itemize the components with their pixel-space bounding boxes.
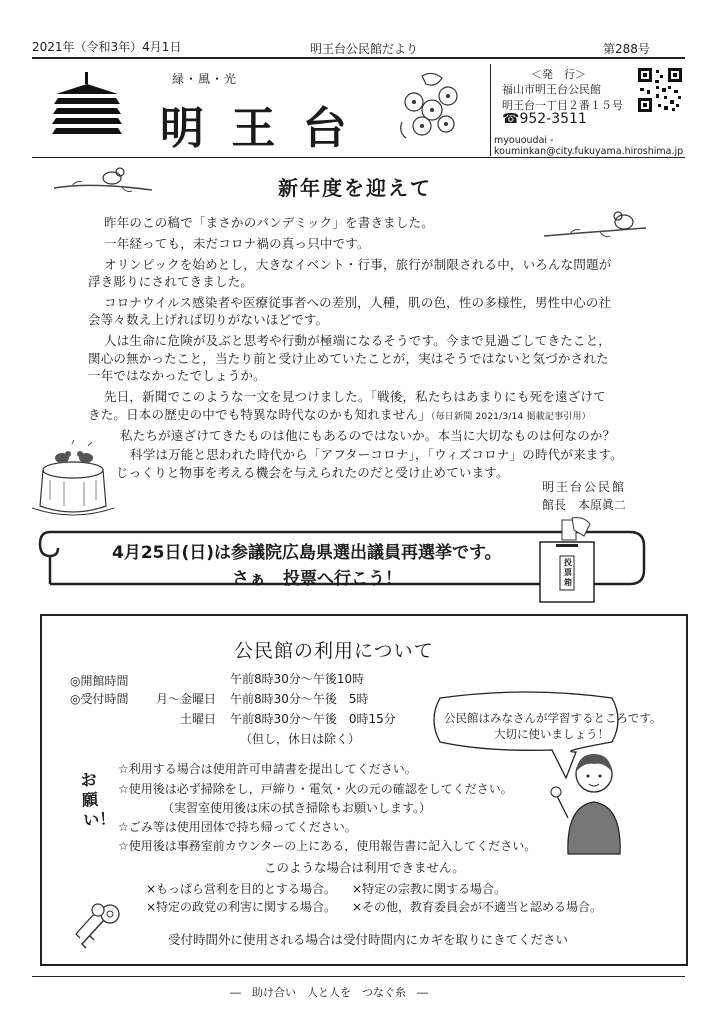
reception-hours-label: ◎受付時間 xyxy=(70,692,129,706)
article-line-11 xyxy=(88,406,591,426)
article-line-1: 昨年のこの稿で「まさかのパンデミック」を書きました。 xyxy=(104,215,434,230)
open-hours-label: ◎開館時間 xyxy=(70,674,129,688)
header-bottom-rule xyxy=(32,157,685,158)
election-line-1: 4月25日(日)は参議院広島県選出議員再選挙です。 xyxy=(112,543,502,563)
request-3: （実習室使用後は床の拭き掃除もお願いします。） xyxy=(162,801,432,815)
prohibited-3: ×特定の政党の利害に関する場合。 xyxy=(146,900,337,914)
request-4: ☆ごみ等は使用団体で持ち帰ってください。 xyxy=(118,820,357,834)
signature-name: 館長 本原眞二 xyxy=(542,498,627,512)
speech-bubble-line-2: 大切に使いましょう！ xyxy=(494,727,609,741)
prohibited-4: ×その他，教育委員会が不適当と認める場合。 xyxy=(352,900,603,914)
usage-title: 公民館の利用について xyxy=(234,640,434,662)
article-line-12: 私たちが遠ざけてきたものは他にもあるのではないか。本当に大切なものは何なのか？ xyxy=(120,428,616,443)
ballot-box-label: 投票箱 xyxy=(564,558,572,587)
pagoda-logo xyxy=(50,72,124,142)
article-line-11-text: きた。日本の歴史の中でも特異な時代なのかも知れません」 xyxy=(88,407,431,422)
article-line-5: コロナウイルス感染者や医療従事者への差別，人種，肌の色，性の多様性，男性中心の社 xyxy=(104,295,612,310)
article-line-14: じっくりと物事を考える機会を与えられたのだと受け止めています。 xyxy=(116,465,509,480)
request-1: ☆利用する場合は使用許可申請書を提出してください。 xyxy=(118,762,417,776)
publisher-name: 福山市明王台公民館 xyxy=(502,83,601,96)
header-divider xyxy=(490,64,491,156)
issue-number: 第288号 xyxy=(603,42,650,56)
footer-slogan: ― 助け合い 人と人を つなぐ糸 ― xyxy=(230,986,428,999)
article-line-2: 一年経っても，未だコロナ禍の真っ只中です。 xyxy=(104,236,370,251)
holiday-note: （但し，休日は除く） xyxy=(240,732,361,746)
publisher-email: myououdai - kouminkan@city.fukuyama.hiroshima.jp xyxy=(494,135,684,157)
woman-waving-illustration xyxy=(548,748,638,856)
publisher-phone: ☎952-3511 xyxy=(502,111,587,127)
election-line-2: さぁ 投票へ行こう！ xyxy=(232,569,402,589)
newsletter-name: 明王台公民館だより xyxy=(310,42,419,56)
prohibited-2: ×特定の宗教に関する場合。 xyxy=(352,882,507,896)
article-line-6: 会等々数え上げれば切りがないほどです。 xyxy=(88,312,329,327)
article-line-13: 科学は万能と思われた時代から「アフターコロナ」，「ウィズコロナ」の時代が来ます。 xyxy=(130,447,623,462)
article-line-7: 人は生命に危険が及ぶと思考や行動が極端になるそうです。今まで見過ごしてきたこと， xyxy=(104,333,612,348)
header-top-rule xyxy=(32,57,685,59)
saturday-hours: 午前8時30分～午後 0時15分 xyxy=(230,712,396,726)
request-label: お願い！ xyxy=(79,769,116,830)
request-2: ☆使用後は必ず掃除をし，戸締り・電気・火の元の確認をしてください。 xyxy=(118,782,513,796)
open-hours-value: 午前8時30分～午後10時 xyxy=(230,672,365,686)
keys-illustration xyxy=(70,900,130,954)
tree-stump-birds-illustration xyxy=(28,440,118,520)
article-citation: （毎日新聞 2021/3/14 掲載記事引用） xyxy=(430,412,591,422)
publisher-address: 明王台一丁目２番１５号 xyxy=(502,99,623,112)
speech-bubble-line-1: 公民館はみなさんが学習するところです。 xyxy=(444,711,662,725)
motto: 緑・風・光 xyxy=(172,72,238,86)
bird-on-branch-right xyxy=(540,206,650,246)
article-line-3: オリンピックを始めとし，大きなイベント・行事，旅行が制限される中，いろんな問題が xyxy=(104,257,612,272)
qr-code-icon xyxy=(636,66,684,114)
prohibited-title: このような場合は利用できません。 xyxy=(264,860,465,875)
article-line-10: 先日，新聞でこのような一文を見つけました。「戦後，私たちはあまりにも死を遠ざけて xyxy=(104,389,606,404)
signature-organization: 明王台公民館 xyxy=(542,480,627,494)
saturday-label: 土曜日 xyxy=(180,712,217,726)
issue-date: 2021年（令和3年）4月1日 xyxy=(32,40,182,54)
cherry-blossom-illustration xyxy=(392,66,472,146)
prohibited-1: ×もっぱら営利を目的とする場合。 xyxy=(146,882,337,896)
article-line-8: 関心の無かったこと，当たり前と受け止めていたことが，実はそうではないと気づかされた xyxy=(88,351,609,366)
request-5: ☆使用後は事務室前カウンターの上にある，使用報告書に記入してください。 xyxy=(118,839,537,853)
article-title: 新年度を迎えて xyxy=(278,176,432,200)
article-line-4: 浮き彫りにされてきました。 xyxy=(88,274,254,289)
bird-on-branch-left xyxy=(52,160,162,200)
publisher-label: ＜発 行＞ xyxy=(531,68,586,81)
footer-rule xyxy=(32,976,685,977)
weekday-hours: 午前8時30分～午後 5時 xyxy=(230,692,369,706)
key-pickup-note: 受付時間外に使用される場合は受付時間内にカギを取りにきてください xyxy=(168,932,569,947)
article-line-9: 一年ではなかったでしょうか。 xyxy=(88,368,266,383)
page-title: 明 王 台 xyxy=(160,103,353,154)
weekday-label: 月～金曜日 xyxy=(156,692,217,706)
